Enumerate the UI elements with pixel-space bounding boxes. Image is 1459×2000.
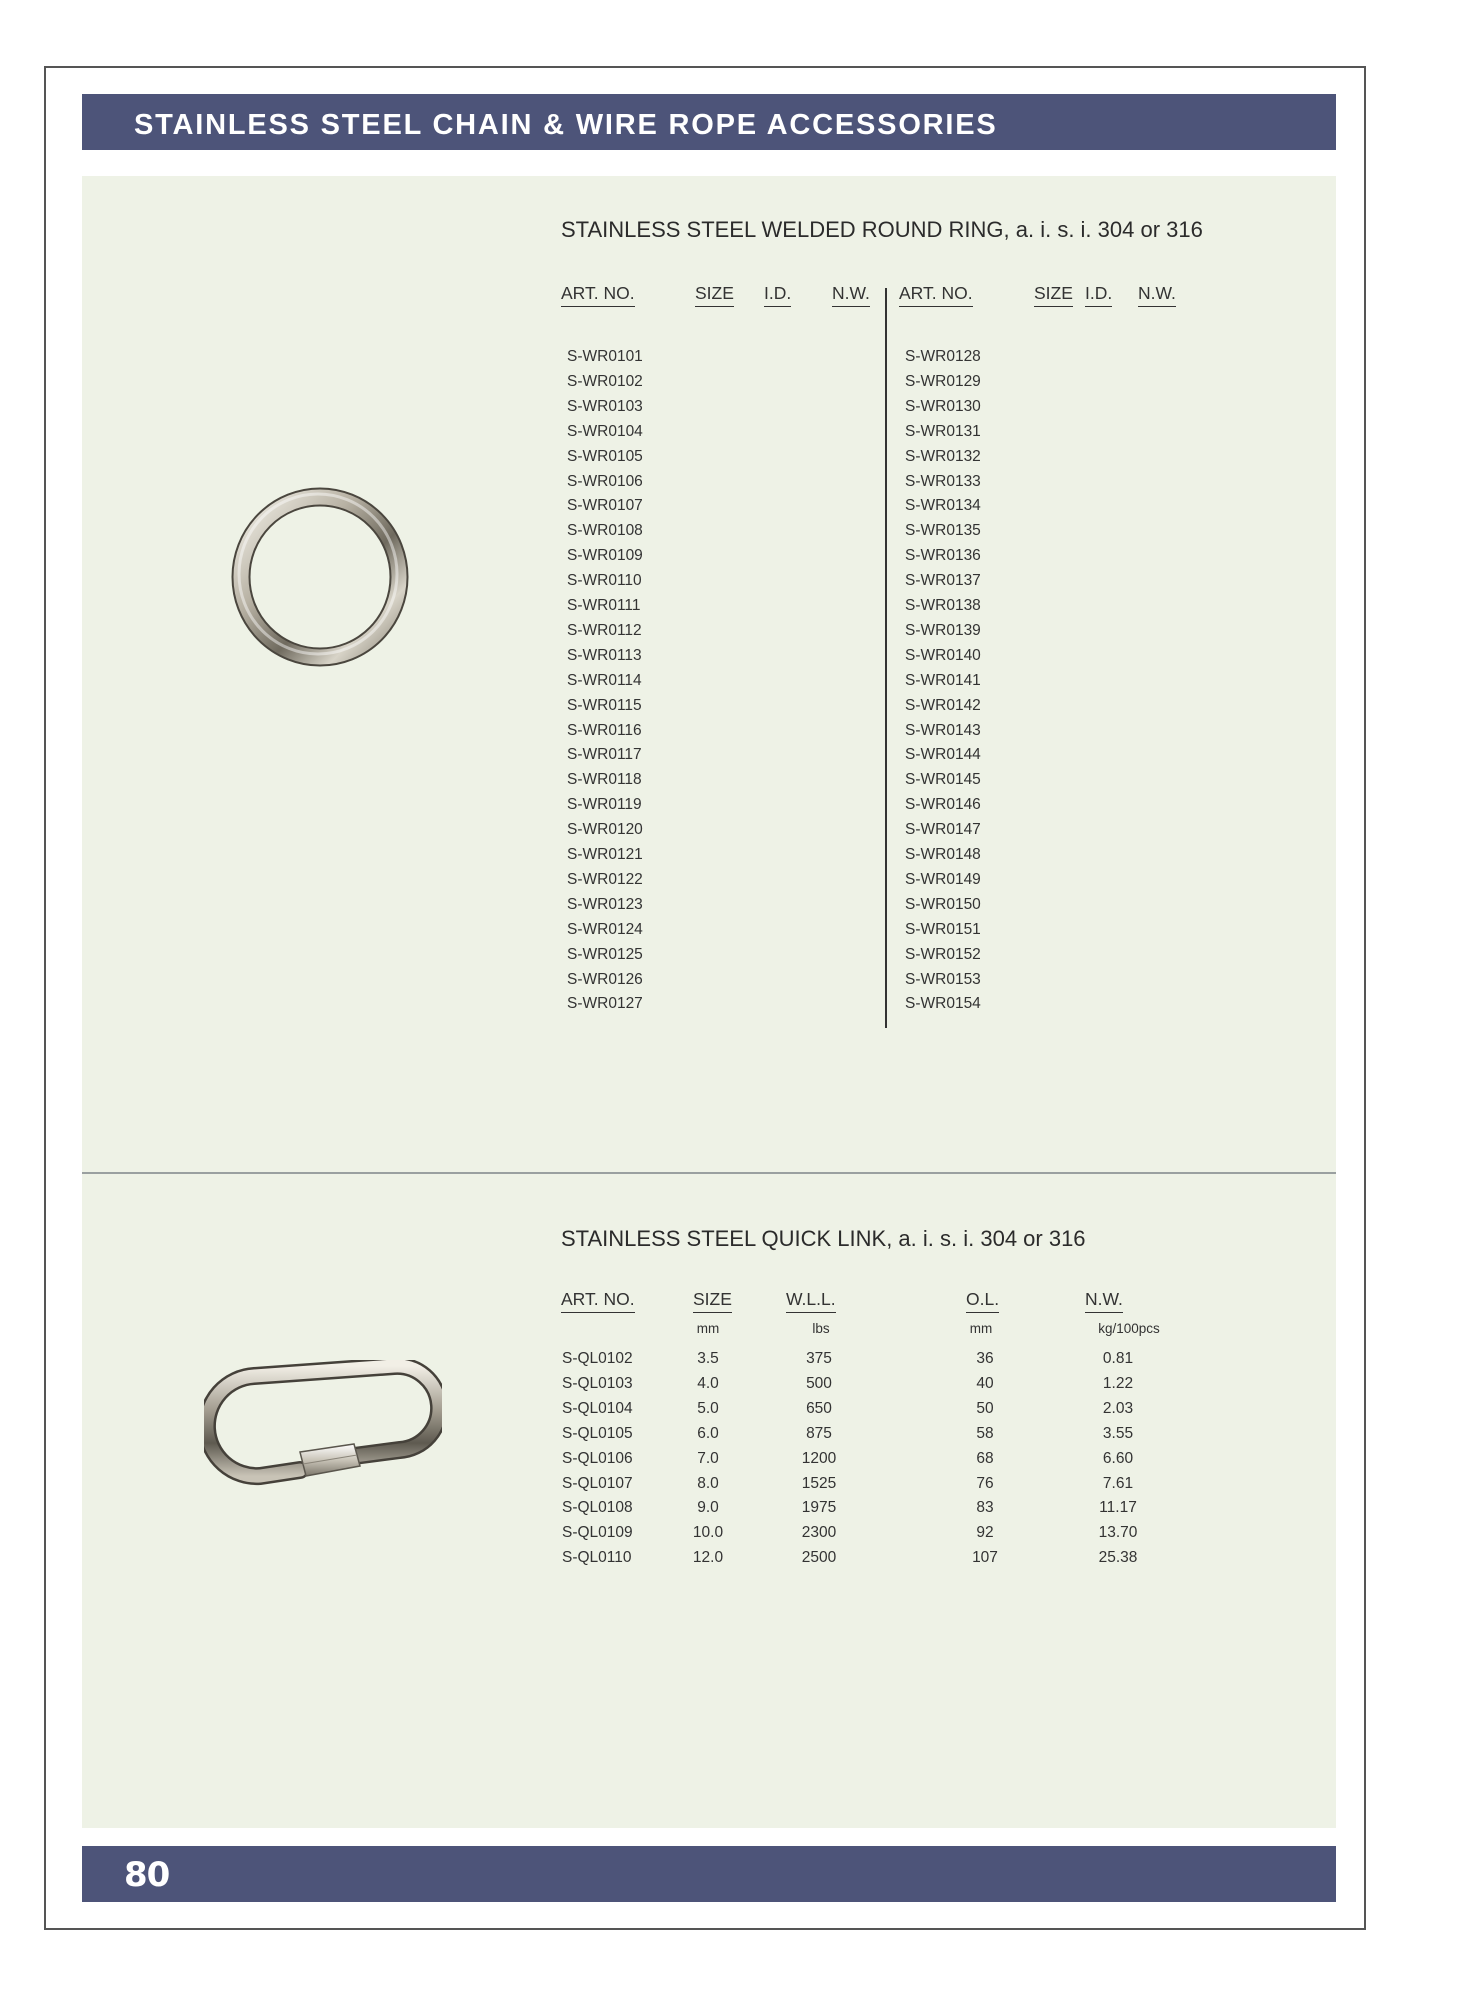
ring-art-no: S-WR0110 xyxy=(567,572,642,590)
link-art-no: S-QL0104 xyxy=(562,1399,633,1417)
link-art-no: S-QL0108 xyxy=(562,1499,633,1517)
link-cell: 375 xyxy=(806,1350,832,1367)
link-col-unit-2: lbs xyxy=(812,1321,830,1336)
link-cell: 3.55 xyxy=(1102,1424,1134,1442)
ring-art-no: S-WR0146 xyxy=(905,796,981,814)
link-art-no: S-QL0107 xyxy=(562,1474,633,1492)
ring-art-no: S-WR0116 xyxy=(567,721,642,739)
ring-art-no: S-WR0128 xyxy=(905,348,981,365)
ring-col-header-left-0: ART. NO. xyxy=(561,283,635,307)
link-art-no: S-QL0110 xyxy=(562,1549,632,1567)
ring-art-no: S-WR0112 xyxy=(567,621,642,639)
ring-art-no: S-WR0131 xyxy=(905,422,981,440)
footer-bar xyxy=(82,1846,1336,1902)
link-cell: 68 xyxy=(976,1449,994,1467)
link-cell: 40 xyxy=(976,1374,994,1392)
link-cell: 0.81 xyxy=(1102,1350,1134,1367)
ring-art-no: S-WR0143 xyxy=(905,721,981,739)
link-col-header-3: O.L. xyxy=(966,1289,999,1313)
ring-art-no: S-WR0120 xyxy=(567,821,643,839)
ring-art-no: S-WR0148 xyxy=(905,846,981,863)
ring-art-no: S-WR0114 xyxy=(567,671,642,689)
link-cell: 25.38 xyxy=(1098,1549,1138,1567)
round-ring-image xyxy=(228,484,412,670)
ring-col-header-right-1: SIZE xyxy=(1034,283,1073,307)
link-cell: 1525 xyxy=(801,1474,837,1492)
ring-section-title: STAINLESS STEEL WELDED ROUND RING, a. i. s. i. 304 or 316 xyxy=(561,217,1203,242)
ring-art-no: S-WR0142 xyxy=(905,696,981,714)
link-cell: 2500 xyxy=(801,1549,837,1567)
ring-art-no: S-WR0135 xyxy=(905,522,981,540)
ring-art-no: S-WR0153 xyxy=(905,970,981,988)
ring-art-no: S-WR0133 xyxy=(905,472,981,490)
ring-art-no: S-WR0103 xyxy=(567,397,643,415)
ring-art-no: S-WR0113 xyxy=(567,646,642,664)
link-cell: 8.0 xyxy=(697,1474,719,1492)
ring-table-separator xyxy=(885,288,887,1028)
ring-col-header-right-0: ART. NO. xyxy=(899,283,973,307)
ring-art-no: S-WR0140 xyxy=(905,646,981,664)
link-cell: 9.0 xyxy=(697,1499,719,1517)
link-col-header-4: N.W. xyxy=(1085,1289,1123,1313)
ring-art-no: S-WR0118 xyxy=(567,771,642,789)
link-cell: 650 xyxy=(806,1399,832,1417)
ring-art-no: S-WR0125 xyxy=(567,945,643,963)
link-cell: 4.0 xyxy=(697,1374,719,1392)
ring-art-no: S-WR0121 xyxy=(567,846,643,863)
link-cell: 1.22 xyxy=(1102,1374,1134,1392)
ring-art-no: S-WR0134 xyxy=(905,497,981,515)
link-cell: 50 xyxy=(976,1399,994,1417)
ring-panel xyxy=(82,176,1336,1173)
ring-art-no: S-WR0102 xyxy=(567,372,643,390)
link-cell: 6.60 xyxy=(1102,1449,1134,1467)
ring-col-header-right-2: I.D. xyxy=(1085,283,1112,307)
link-cell: 12.0 xyxy=(692,1549,724,1567)
ring-art-no: S-WR0106 xyxy=(567,472,643,490)
ring-art-no: S-WR0144 xyxy=(905,746,981,764)
link-col-unit-4: kg/100pcs xyxy=(1098,1321,1160,1336)
ring-art-no: S-WR0105 xyxy=(567,447,643,465)
link-art-no: S-QL0102 xyxy=(562,1350,633,1367)
ring-art-no: S-WR0109 xyxy=(567,547,643,565)
quick-link-section-title: STAINLESS STEEL QUICK LINK, a. i. s. i. 304 or 316 xyxy=(561,1226,1086,1251)
link-cell: 875 xyxy=(806,1424,832,1442)
page-number: 80 xyxy=(124,1855,170,1895)
ring-art-no: S-WR0150 xyxy=(905,895,981,913)
ring-art-no: S-WR0149 xyxy=(905,870,981,888)
link-cell: 92 xyxy=(976,1524,994,1542)
ring-art-no: S-WR0138 xyxy=(905,597,981,614)
ring-art-no: S-WR0136 xyxy=(905,547,981,565)
ring-art-no: S-WR0124 xyxy=(567,920,643,938)
link-cell: 11.17 xyxy=(1099,1499,1137,1517)
header-bar xyxy=(82,94,1336,150)
link-cell: 10.0 xyxy=(692,1524,724,1542)
link-col-header-0: ART. NO. xyxy=(561,1289,635,1313)
link-col-unit-1: mm xyxy=(696,1321,720,1336)
link-cell: 500 xyxy=(806,1374,832,1392)
link-art-no: S-QL0105 xyxy=(562,1424,633,1442)
ring-art-no: S-WR0141 xyxy=(905,671,981,689)
ring-art-no: S-WR0132 xyxy=(905,447,981,465)
link-col-header-1: SIZE xyxy=(693,1289,732,1313)
ring-col-header-right-3: N.W. xyxy=(1138,283,1176,307)
ring-art-no: S-WR0154 xyxy=(905,995,981,1013)
ring-col-header-left-3: N.W. xyxy=(832,283,870,307)
ring-art-no: S-WR0147 xyxy=(905,821,981,839)
ring-art-no: S-WR0127 xyxy=(567,995,643,1013)
link-cell: 36 xyxy=(976,1350,994,1367)
link-col-header-2: W.L.L. xyxy=(786,1289,836,1313)
link-art-no: S-QL0103 xyxy=(562,1374,633,1392)
ring-art-no: S-WR0145 xyxy=(905,771,981,789)
link-cell: 13.70 xyxy=(1098,1524,1138,1542)
ring-art-no: S-WR0137 xyxy=(905,572,981,590)
ring-art-no: S-WR0130 xyxy=(905,397,981,415)
link-art-no: S-QL0106 xyxy=(562,1449,633,1467)
link-cell: 83 xyxy=(976,1499,994,1517)
quick-link-image xyxy=(204,1360,442,1498)
ring-art-no: S-WR0139 xyxy=(905,621,981,639)
link-cell: 7.61 xyxy=(1102,1474,1134,1492)
ring-col-header-left-1: SIZE xyxy=(695,283,734,307)
link-cell: 76 xyxy=(976,1474,994,1492)
ring-art-no: S-WR0152 xyxy=(905,945,981,963)
link-cell: 1200 xyxy=(801,1449,837,1467)
link-cell: 58 xyxy=(976,1424,994,1442)
page-title: STAINLESS STEEL CHAIN & WIRE ROPE ACCESSORIES xyxy=(134,109,998,141)
link-cell: 1975 xyxy=(801,1499,837,1517)
link-cell: 3.5 xyxy=(697,1350,719,1367)
ring-art-no: S-WR0108 xyxy=(567,522,643,540)
ring-art-no: S-WR0122 xyxy=(567,870,643,888)
ring-art-no: S-WR0123 xyxy=(567,895,643,913)
ring-art-no: S-WR0129 xyxy=(905,372,981,390)
ring-art-no: S-WR0115 xyxy=(567,696,642,714)
ring-art-no: S-WR0111 xyxy=(567,597,641,614)
ring-col-header-left-2: I.D. xyxy=(764,283,791,307)
ring-art-no: S-WR0107 xyxy=(567,497,643,515)
ring-art-no: S-WR0126 xyxy=(567,970,643,988)
link-cell: 107 xyxy=(972,1549,998,1567)
ring-art-no: S-WR0101 xyxy=(567,348,643,365)
link-cell: 2300 xyxy=(801,1524,837,1542)
ring-art-no: S-WR0104 xyxy=(567,422,643,440)
link-cell: 7.0 xyxy=(697,1449,719,1467)
link-cell: 5.0 xyxy=(697,1399,719,1417)
link-cell: 6.0 xyxy=(697,1424,719,1442)
link-cell: 2.03 xyxy=(1102,1399,1134,1417)
ring-art-no: S-WR0117 xyxy=(567,746,642,764)
ring-art-no: S-WR0119 xyxy=(567,796,642,814)
link-col-unit-3: mm xyxy=(969,1321,993,1336)
link-art-no: S-QL0109 xyxy=(562,1524,633,1542)
ring-art-no: S-WR0151 xyxy=(905,920,981,938)
